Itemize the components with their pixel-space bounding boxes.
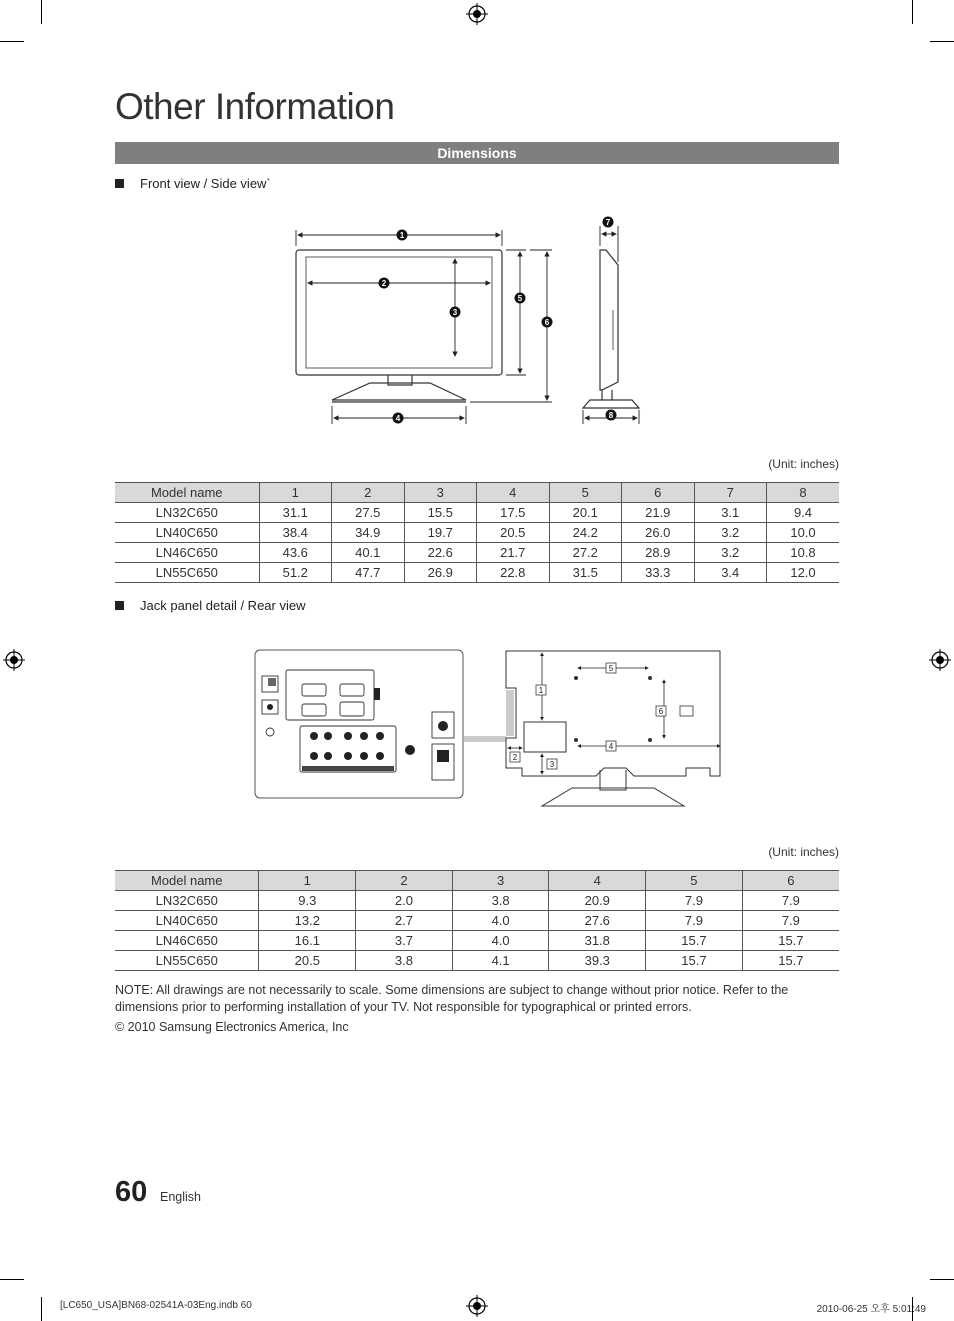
rear-callout-6: 6	[658, 707, 664, 716]
callout-8: 8	[608, 411, 614, 420]
table-cell: 7.9	[742, 891, 839, 911]
table-cell: 31.5	[549, 563, 622, 583]
table-header-cell: 3	[404, 483, 477, 503]
callout-1: 1	[399, 231, 405, 240]
rear-callout-5: 5	[608, 664, 614, 673]
table-header-cell: 1	[259, 871, 356, 891]
table-cell: 15.5	[404, 503, 477, 523]
table-cell: 15.7	[742, 931, 839, 951]
callout-7: 7	[605, 218, 611, 227]
table-header-cell: 6	[742, 871, 839, 891]
crop-mark	[41, 1297, 42, 1321]
table-cell: 20.9	[549, 891, 646, 911]
table-header-cell: 2	[332, 483, 405, 503]
table-cell: 10.0	[767, 523, 840, 543]
table-cell: 38.4	[259, 523, 332, 543]
table-cell: 20.5	[259, 951, 356, 971]
table-cell: 9.4	[767, 503, 840, 523]
table-cell: LN40C650	[115, 911, 259, 931]
table-cell: 21.9	[622, 503, 695, 523]
table-cell: 47.7	[332, 563, 405, 583]
table-cell: LN32C650	[115, 503, 259, 523]
table-cell: 39.3	[549, 951, 646, 971]
callout-5: 5	[517, 294, 523, 303]
table-cell: 22.6	[404, 543, 477, 563]
table-header-row	[115, 871, 839, 891]
table-row	[115, 503, 839, 523]
table-row	[115, 543, 839, 563]
table-cell: 2.7	[356, 911, 453, 931]
table-cell: 12.0	[767, 563, 840, 583]
jack-panel-rear-view-diagram	[254, 648, 734, 810]
table-row	[115, 523, 839, 543]
table-header-cell: Model name	[115, 871, 259, 891]
table-header-cell: Model name	[115, 483, 259, 503]
table-cell: LN32C650	[115, 891, 259, 911]
crop-mark	[912, 0, 913, 24]
table-cell: 4.0	[452, 931, 549, 951]
table-header-cell: 8	[767, 483, 840, 503]
rear-view-heading-text: Jack panel detail / Rear view	[140, 598, 306, 613]
table-cell: 3.8	[356, 951, 453, 971]
table-cell: LN55C650	[115, 563, 259, 583]
table-cell: LN40C650	[115, 523, 259, 543]
table-cell: 27.2	[549, 543, 622, 563]
table-cell: 26.0	[622, 523, 695, 543]
table-cell: 7.9	[742, 911, 839, 931]
table-header-cell: 2	[356, 871, 453, 891]
table-header-cell: 3	[452, 871, 549, 891]
table-header-cell: 4	[477, 483, 550, 503]
table-cell: 7.9	[646, 911, 743, 931]
table-header-cell: 6	[622, 483, 695, 503]
table-cell: 27.6	[549, 911, 646, 931]
print-file-name: [LC650_USA]BN68-02541A-03Eng.indb 60	[60, 1300, 252, 1311]
table-header-cell: 4	[549, 871, 646, 891]
bullet-square-icon	[115, 179, 124, 188]
table-cell: 3.1	[694, 503, 767, 523]
table-cell: 15.7	[742, 951, 839, 971]
table-cell: 4.0	[452, 911, 549, 931]
callout-2: 2	[381, 279, 387, 288]
callout-4: 4	[395, 414, 401, 423]
section-bar: Dimensions	[115, 142, 839, 164]
registration-mark-icon	[3, 649, 25, 671]
table-cell: LN55C650	[115, 951, 259, 971]
table-cell: 51.2	[259, 563, 332, 583]
table-cell: 3.2	[694, 523, 767, 543]
table-header-row	[115, 483, 839, 503]
crop-mark	[930, 41, 954, 42]
table-cell: 21.7	[477, 543, 550, 563]
bullet-square-icon	[115, 601, 124, 610]
table-cell: 20.5	[477, 523, 550, 543]
table-cell: 19.7	[404, 523, 477, 543]
table-cell: 15.7	[646, 951, 743, 971]
table-cell: 22.8	[477, 563, 550, 583]
registration-mark-icon	[929, 649, 951, 671]
rear-callout-4: 4	[608, 742, 614, 751]
registration-mark-icon	[466, 1295, 488, 1317]
callout-3: 3	[452, 308, 458, 317]
table-cell: 2.0	[356, 891, 453, 911]
table-cell: 31.1	[259, 503, 332, 523]
copyright-text: © 2010 Samsung Electronics America, Inc	[115, 1020, 349, 1034]
table-cell: 26.9	[404, 563, 477, 583]
table-row	[115, 891, 839, 911]
page-number: 60	[115, 1176, 148, 1208]
note-text: NOTE: All drawings are not necessarily to scale. Some dimensions are subject to change without prior notice. Refer to the dimensions prior to performing installation of your TV. Not responsible for typographical or printed errors.	[115, 983, 789, 1014]
table-cell: 17.5	[477, 503, 550, 523]
table-row	[115, 931, 839, 951]
table-cell: 3.7	[356, 931, 453, 951]
table-header-cell: 5	[646, 871, 743, 891]
crop-mark	[930, 1279, 954, 1280]
page-language: English	[160, 1190, 201, 1204]
table-cell: LN46C650	[115, 543, 259, 563]
table-cell: 24.2	[549, 523, 622, 543]
registration-mark-icon	[466, 3, 488, 25]
table-cell: 28.9	[622, 543, 695, 563]
unit-label: (Unit: inches)	[768, 457, 839, 471]
table-cell: 7.9	[646, 891, 743, 911]
print-date: 2010-06-25 오후 5:01:49	[816, 1304, 926, 1315]
table-cell: 20.1	[549, 503, 622, 523]
callout-6: 6	[544, 318, 550, 327]
table-row	[115, 951, 839, 971]
table-row	[115, 563, 839, 583]
front-side-view-diagram	[280, 210, 660, 430]
crop-mark	[41, 0, 42, 24]
unit-label: (Unit: inches)	[768, 845, 839, 859]
table-cell: 34.9	[332, 523, 405, 543]
dimensions-table-front	[115, 482, 839, 583]
table-cell: 3.2	[694, 543, 767, 563]
table-cell: 9.3	[259, 891, 356, 911]
table-header-cell: 1	[259, 483, 332, 503]
table-cell: 40.1	[332, 543, 405, 563]
page-title: Other Information	[115, 86, 395, 127]
table-cell: 31.8	[549, 931, 646, 951]
crop-mark	[0, 41, 24, 42]
dimensions-table-rear	[115, 870, 839, 971]
table-cell: 4.1	[452, 951, 549, 971]
table-cell: 16.1	[259, 931, 356, 951]
table-header-cell: 5	[549, 483, 622, 503]
table-cell: 27.5	[332, 503, 405, 523]
front-view-heading	[115, 176, 271, 191]
table-cell: 15.7	[646, 931, 743, 951]
rear-callout-3: 3	[549, 760, 555, 769]
crop-mark	[0, 1279, 24, 1280]
table-cell: 43.6	[259, 543, 332, 563]
table-cell: 10.8	[767, 543, 840, 563]
table-header-cell: 7	[694, 483, 767, 503]
table-cell: 33.3	[622, 563, 695, 583]
table-cell: 13.2	[259, 911, 356, 931]
table-cell: LN46C650	[115, 931, 259, 951]
rear-callout-1: 1	[538, 686, 544, 695]
table-cell: 3.4	[694, 563, 767, 583]
rear-callout-2: 2	[512, 753, 518, 762]
rear-view-heading	[115, 598, 305, 613]
table-cell: 3.8	[452, 891, 549, 911]
front-view-heading-text: Front view / Side view`	[140, 176, 271, 191]
table-row	[115, 911, 839, 931]
